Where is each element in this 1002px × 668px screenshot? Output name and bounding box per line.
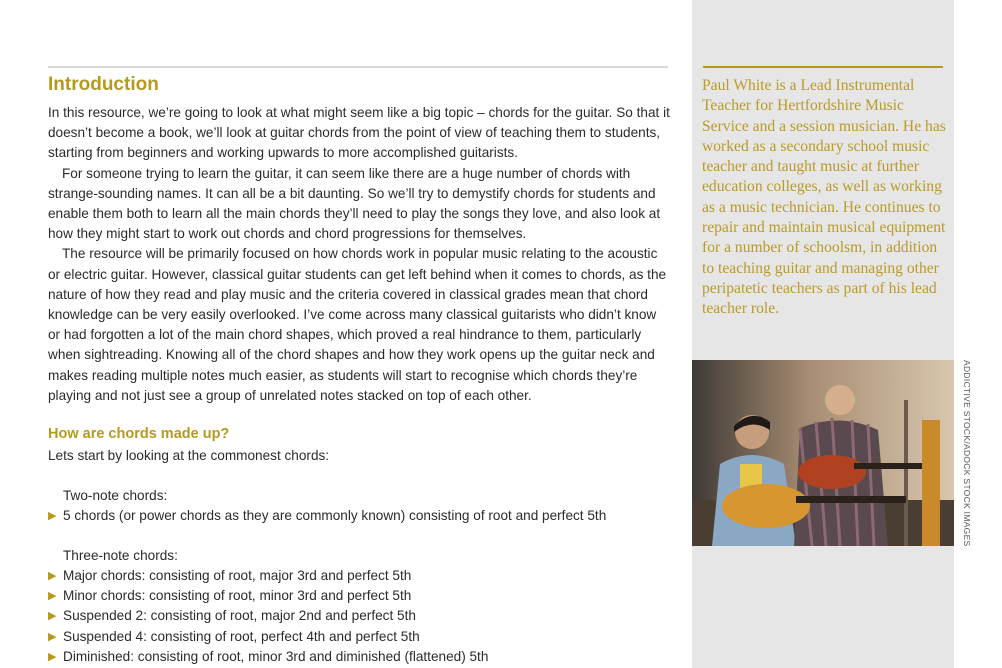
triangle-right-icon: ▶ [48, 590, 57, 603]
chords-lead-text: Lets start by looking at the commonest chords: [48, 448, 330, 463]
three-note-label: Three-note chords: [63, 548, 178, 563]
triangle-right-icon: ▶ [48, 510, 57, 522]
intro-paragraph: In this resource, we’re going to look at what might seem like a big topic – chords for the guitar. So that it doesn’t become a book, we’ll look at guitar chords from the point of view of teaching them to students, starting from beginners and working upwards to more accomplished guitarists. [48, 105, 670, 161]
list-item: ▶ Suspended 2: consisting of root, major 2nd and perfect 5th [48, 606, 488, 626]
triangle-right-icon: ▶ [48, 570, 57, 582]
triangle-right-icon: ▶ [48, 610, 57, 623]
intro-paragraph: The resource will be primarily focused on how chords work in popular music relating to the acoustic or electric guitar. However, classical guitar students can get left behind when it comes to chords, as the nature of how they read and play music and the criteria covered in classical grades mean that chord knowledge can be very easily overlooked. I’ve come across many classical guitarists who didn’t know or had forgotten a lot of the main chord shapes, which proved a real hindrance to them, particularly when sightreading. Knowing all of the chord shapes and how they work opens up the guitar neck and makes reading multiple notes much easier, as students will start to recognise which chords they’re playing and not just see a group of unrelated notes stacked on top of each other. [48, 246, 667, 403]
triangle-right-icon: ▶ [48, 650, 57, 663]
three-note-list [48, 566, 488, 667]
list-item: ▶ Major chords: consisting of root, major 3rd and perfect 5th [48, 566, 488, 586]
guitar-lesson-photo [692, 360, 954, 546]
list-item: ▶ Suspended 4: consisting of root, perfect 4th and perfect 5th [48, 627, 488, 647]
photo-credit: ADDICTIVE STOCK/ADOCK STOCK IMAGES [962, 360, 972, 547]
section-heading-chords: How are chords made up? [48, 426, 230, 442]
author-bio: Paul White is a Lead Instrumental Teacher for Hertfordshire Music Service and a session musician. He has worked as a secondary school music teacher and taught music at further education colleges, as well as working as a music technician. He continues to repair and maintain musical equipment for a number of schoolsm, in addition to teaching guitar and managing other peripatetic teachers as part of his lead teacher role. [702, 77, 946, 318]
two-note-list [48, 506, 606, 526]
intro-paragraph: For someone trying to learn the guitar, it can seem like there are a huge number of chords with strange-sounding names. It can all be a bit daunting. So we’ll try to demystify chords for students and enable them both to learn all the main chords they’ll need to play the songs they love, and also look at how they might start to work out chords and chord progressions for themselves. [48, 165, 661, 242]
section-heading-introduction: Introduction [48, 74, 159, 95]
list-item: ▶ Minor chords: consisting of root, minor 3rd and perfect 5th [48, 586, 488, 606]
list-item: ▶ 5 chords (or power chords as they are commonly known) consisting of root and perfect 5th [48, 506, 606, 526]
list-item: ▶ Diminished: consisting of root, minor 3rd and diminished (flattened) 5th [48, 647, 488, 667]
sidebar-divider [703, 66, 943, 68]
triangle-right-icon: ▶ [48, 630, 57, 643]
top-divider [48, 66, 668, 68]
two-note-label: Two-note chords: [63, 488, 168, 503]
introduction-body [48, 103, 670, 406]
